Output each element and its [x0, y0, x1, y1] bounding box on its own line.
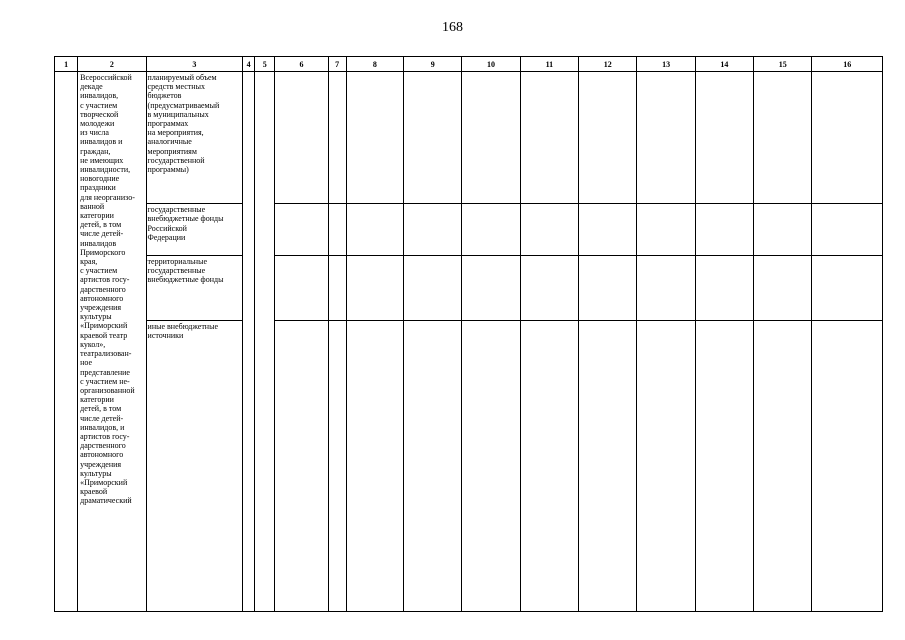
empty-cell: [275, 204, 328, 256]
activity-description-cell: Всероссийской декаде инвалидов, с участием творческой молодежи из числа инвалидов и граждан, не имеющих инвалидности, новогодние праздники для неорганизо- ванной категории детей, в том числе детей- инвалидов Приморского края, с участием артистов госу- дарственного автономного учреждения культуры «Приморский краевой театр кукол», театрализован- ное представление с участием не- организованной категории детей, в том числе детей- инвалидов, и артистов госу- дарственного автономного учреждения культуры «Приморский краевой драматический: [78, 72, 146, 612]
empty-cell: [520, 72, 578, 204]
empty-cell: [462, 321, 520, 612]
empty-cell: [275, 321, 328, 612]
empty-cell: [275, 256, 328, 321]
empty-cell: [812, 321, 883, 612]
column-number-header: 9: [404, 57, 462, 72]
empty-cell: [812, 72, 883, 204]
empty-cell: [754, 204, 812, 256]
column-number-header: 5: [255, 57, 275, 72]
column-number-header: 4: [243, 57, 255, 72]
empty-cell: [637, 321, 695, 612]
empty-cell: [328, 204, 346, 256]
empty-cell: [275, 72, 328, 204]
empty-cell: [695, 204, 753, 256]
funding-source-cell: планируемый объем средств местных бюджетов (предусматриваемый в муниципальных программах на мероприятия, аналогичные мероприятиям государственной программы): [146, 72, 243, 204]
table-row: [55, 204, 883, 256]
empty-cell: [579, 72, 637, 204]
empty-cell: [346, 321, 403, 612]
empty-cell: [55, 72, 78, 612]
empty-cell: [346, 72, 403, 204]
empty-cell: [637, 204, 695, 256]
empty-cell: [255, 72, 275, 612]
column-number-header: 16: [812, 57, 883, 72]
empty-cell: [579, 204, 637, 256]
empty-cell: [328, 321, 346, 612]
empty-cell: [346, 204, 403, 256]
empty-cell: [462, 256, 520, 321]
funding-source-cell: иные внебюджетные источники: [146, 321, 243, 612]
column-number-header: 11: [520, 57, 578, 72]
empty-cell: [520, 321, 578, 612]
empty-cell: [637, 256, 695, 321]
budget-table: [54, 56, 883, 612]
empty-cell: [328, 256, 346, 321]
empty-cell: [520, 204, 578, 256]
empty-cell: [520, 256, 578, 321]
column-number-header: 6: [275, 57, 328, 72]
empty-cell: [404, 321, 462, 612]
empty-cell: [637, 72, 695, 204]
empty-cell: [404, 72, 462, 204]
table-row: [55, 72, 883, 204]
table-row: [55, 256, 883, 321]
empty-cell: [462, 204, 520, 256]
funding-source-cell: территориальные государственные внебюджетные фонды: [146, 256, 243, 321]
column-number-header: 14: [695, 57, 753, 72]
empty-cell: [754, 72, 812, 204]
table-row: [55, 321, 883, 612]
empty-cell: [462, 72, 520, 204]
empty-cell: [812, 204, 883, 256]
empty-cell: [812, 256, 883, 321]
column-number-header: 2: [78, 57, 146, 72]
column-number-header: 13: [637, 57, 695, 72]
empty-cell: [754, 256, 812, 321]
column-number-header: 8: [346, 57, 403, 72]
empty-cell: [695, 321, 753, 612]
column-number-header: 7: [328, 57, 346, 72]
column-number-header: 1: [55, 57, 78, 72]
empty-cell: [243, 72, 255, 612]
column-number-header: 12: [579, 57, 637, 72]
empty-cell: [404, 256, 462, 321]
empty-cell: [346, 256, 403, 321]
column-number-header: 10: [462, 57, 520, 72]
column-number-header: 15: [754, 57, 812, 72]
empty-cell: [579, 321, 637, 612]
empty-cell: [579, 256, 637, 321]
funding-source-cell: государственные внебюджетные фонды Российской Федерации: [146, 204, 243, 256]
page-number: 168: [442, 20, 463, 35]
empty-cell: [754, 321, 812, 612]
empty-cell: [695, 256, 753, 321]
empty-cell: [328, 72, 346, 204]
column-number-row: [55, 57, 883, 72]
empty-cell: [695, 72, 753, 204]
column-number-header: 3: [146, 57, 243, 72]
empty-cell: [404, 204, 462, 256]
